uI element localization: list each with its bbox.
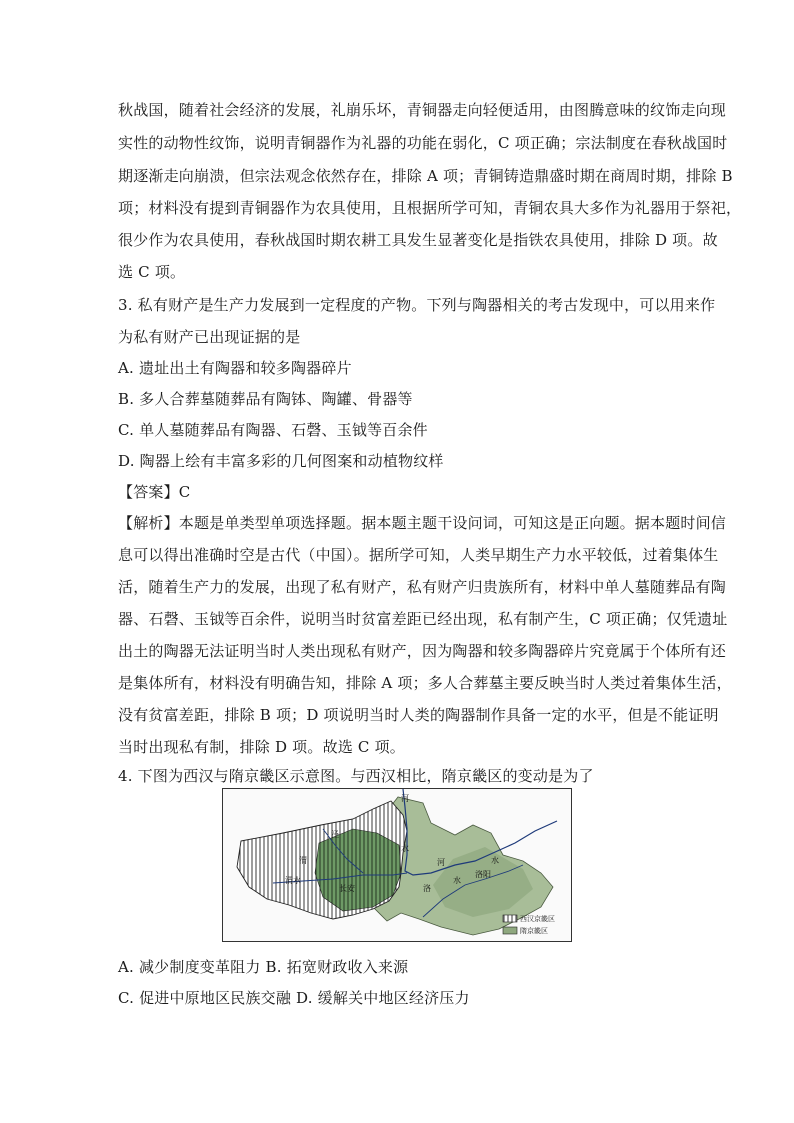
- question-4-stem: 4. 下图为西汉与隋京畿区示意图。与西汉相比，隋京畿区的变动是为了: [118, 767, 594, 785]
- explanation-line: 秋战国，随着社会经济的发展，礼崩乐坏，青铜器走向轻便适用，由图腾意味的纹饰走向现: [118, 101, 727, 119]
- explanation-line: 期逐渐走向崩溃，但宗法观念依然存在，排除 A 项；青铜铸造鼎盛时期在商周时期，排除 B: [118, 167, 733, 185]
- option-cd: C. 促进中原地区民族交融 D. 缓解关中地区经济压力: [118, 989, 470, 1007]
- map-label: 长安: [339, 884, 355, 893]
- analysis-line: 是集体所有，材料没有明确告知，排除 A 项；多人合葬墓主要反映当时人类过着集体生活，: [118, 674, 732, 692]
- map-label: 渭水: [285, 876, 301, 885]
- legend-swatch-han: [503, 915, 517, 922]
- map-label: 河: [401, 794, 409, 803]
- option-d: D. 陶器上绘有丰富多彩的几何图案和动植物纹样: [118, 452, 444, 470]
- option-a: A. 遗址出土有陶器和较多陶器碎片: [118, 359, 352, 377]
- map-label: 水: [401, 844, 409, 853]
- legend-swatch-sui: [503, 927, 517, 934]
- map-label: 洛阳: [475, 870, 491, 879]
- map-label: 河: [437, 858, 445, 867]
- option-c: C. 单人墓随葬品有陶器、石磬、玉钺等百余件: [118, 421, 428, 439]
- legend-label-han: 西汉京畿区: [520, 915, 555, 923]
- analysis-line: 器、石磬、玉钺等百余件，说明当时贫富差距已经出现，私有制产生，C 项正确；仅凭遗址: [118, 610, 728, 628]
- explanation-line: 实性的动物性纹饰，说明青铜器作为礼器的功能在弱化，C 项正确；宗法制度在春秋战国时: [118, 134, 728, 152]
- option-ab: A. 减少制度变革阻力 B. 拓宽财政收入来源: [118, 958, 409, 976]
- explanation-line: 项；材料没有提到青铜器作为农具使用，且根据所学可知，青铜农具大多作为礼器用于祭祀，: [118, 199, 742, 217]
- analysis-line: 当时出现私有制，排除 D 项。故选 C 项。: [118, 738, 405, 756]
- analysis-line: 没有贫富差距，排除 B 项；D 项说明当时人类的陶器制作具备一定的水平，但是不能证明: [118, 706, 719, 724]
- legend-label-sui: 隋京畿区: [520, 927, 548, 935]
- question-3-stem: 为私有财产已出现证据的是: [118, 328, 301, 346]
- capital-region-map: [222, 788, 572, 942]
- analysis-line: 出土的陶器无法证明当时人类出现私有财产，因为陶器和较多陶器碎片究竟属于个体所有还: [118, 642, 727, 660]
- explanation-line: 很少作为农具使用，春秋战国时期农耕工具发生显著变化是指铁农具使用，排除 D 项。故: [118, 231, 718, 249]
- option-b: B. 多人合葬墓随葬品有陶钵、陶罐、骨器等: [118, 390, 413, 408]
- map-label: 水: [453, 876, 461, 885]
- question-3-stem: 3. 私有财产是生产力发展到一定程度的产物。下列与陶器相关的考古发现中，可以用来作: [118, 296, 716, 314]
- analysis-line: 活，随着生产力的发展，出现了私有财产，私有财产归贵族所有，材料中单人墓随葬品有陶: [118, 578, 727, 596]
- map-label: 洛: [423, 884, 431, 893]
- analysis-line: 【解析】本题是单类型单项选择题。据本题主题干设问词，可知这是正向题。据本题时间信: [118, 514, 727, 532]
- map-label: 泾: [331, 830, 339, 839]
- map-label: 水: [491, 856, 499, 865]
- map-label: 渭: [299, 856, 307, 865]
- analysis-line: 息可以得出准确时空是古代（中国）。据所学可知，人类早期生产力水平较低，过着集体生: [118, 546, 719, 564]
- explanation-line: 选 C 项。: [118, 263, 186, 281]
- answer-label: 【答案】C: [118, 483, 191, 501]
